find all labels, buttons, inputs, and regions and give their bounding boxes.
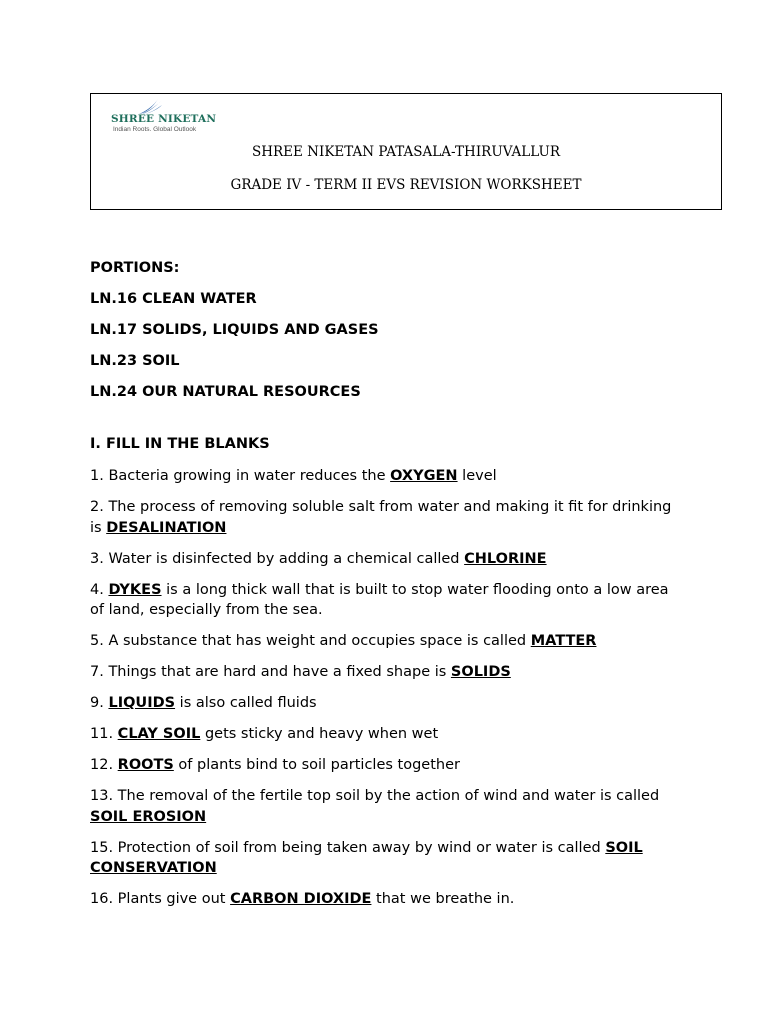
question-item: [90, 662, 680, 683]
answer: CHLORINE: [464, 550, 547, 567]
worksheet-header: [90, 93, 722, 210]
question-text: 11.: [90, 726, 118, 742]
portion-item: LN.16 CLEAN WATER: [90, 291, 257, 307]
logo-feather: [139, 99, 158, 114]
question-text: 9.: [90, 695, 109, 711]
question-text: 4.: [90, 581, 109, 598]
question-text: is also called fluids: [175, 695, 317, 711]
question-text: 16. Plants give out: [90, 891, 231, 907]
question-item: [90, 631, 680, 652]
question-text: 12.: [90, 757, 118, 773]
portion-item: LN.24 OUR NATURAL RESOURCES: [90, 384, 361, 400]
question-item: [90, 693, 680, 714]
answer: CARBON DIOXIDE: [230, 891, 372, 907]
portions-list: [90, 258, 680, 403]
question-text: gets sticky and heavy when wet: [200, 726, 439, 742]
question-item: [90, 786, 680, 827]
portions-heading: PORTIONS:: [90, 260, 180, 276]
question-text: 3. Water is disinfected by adding a chemical called: [90, 550, 465, 567]
section-title: I. FILL IN THE BLANKS: [90, 435, 270, 452]
question-item: [90, 724, 680, 745]
question-text: 13. The removal of the fertile top soil by the action of wind and water is called: [90, 788, 660, 804]
question-item: [90, 838, 680, 879]
question-text: that we breathe in.: [371, 891, 515, 907]
question-item: [90, 549, 680, 570]
answer: OXYGEN: [390, 468, 458, 484]
answer: ROOTS: [117, 757, 174, 773]
question-text: 1. Bacteria growing in water reduces the: [90, 468, 391, 484]
question-text: 5. A substance that has weight and occupies space is called: [90, 633, 531, 649]
answer: CLAY SOIL: [117, 726, 201, 742]
question-item: [90, 497, 680, 538]
logo-name: SHREE NIKETAN: [111, 113, 217, 125]
school-name: SHREE NIKETAN PATASALA-THIRUVALLUR: [251, 144, 561, 160]
portion-item: LN.23 SOIL: [90, 353, 180, 369]
question-text: 15. Protection of soil from being taken away by wind or water is called: [90, 839, 606, 856]
answer: LIQUIDS: [108, 695, 176, 711]
question-text: level: [457, 468, 497, 484]
answer: DYKES: [108, 581, 162, 598]
question-item: [90, 889, 680, 910]
question-item: [90, 755, 680, 776]
answer: SOIL EROSION: [90, 808, 207, 825]
question-item: [90, 466, 680, 487]
question-item: [90, 580, 680, 621]
worksheet-title: GRADE IV - TERM II EVS REVISION WORKSHEET: [230, 177, 582, 193]
answer: DESALINATION: [106, 519, 227, 536]
answer: SOLIDS: [450, 664, 511, 680]
answer: MATTER: [530, 633, 597, 649]
answer: SOIL CONSERVATION: [90, 839, 643, 876]
school-logo: [111, 97, 223, 137]
question-text: 2. The process of removing soluble salt from water and making it fit for drinking is: [90, 499, 672, 536]
worksheet-content: [90, 258, 680, 920]
question-text: 7. Things that are hard and have a fixed shape is: [90, 664, 451, 680]
question-text: is a long thick wall that is built to stop water flooding onto a low area of land, especially from the sea.: [90, 581, 669, 618]
questions-list: [90, 466, 680, 910]
portion-item: LN.17 SOLIDS, LIQUIDS AND GASES: [90, 322, 379, 338]
question-text: of plants bind to soil particles together: [173, 757, 460, 773]
logo-tagline: Indian Roots. Global Outlook: [113, 126, 197, 133]
